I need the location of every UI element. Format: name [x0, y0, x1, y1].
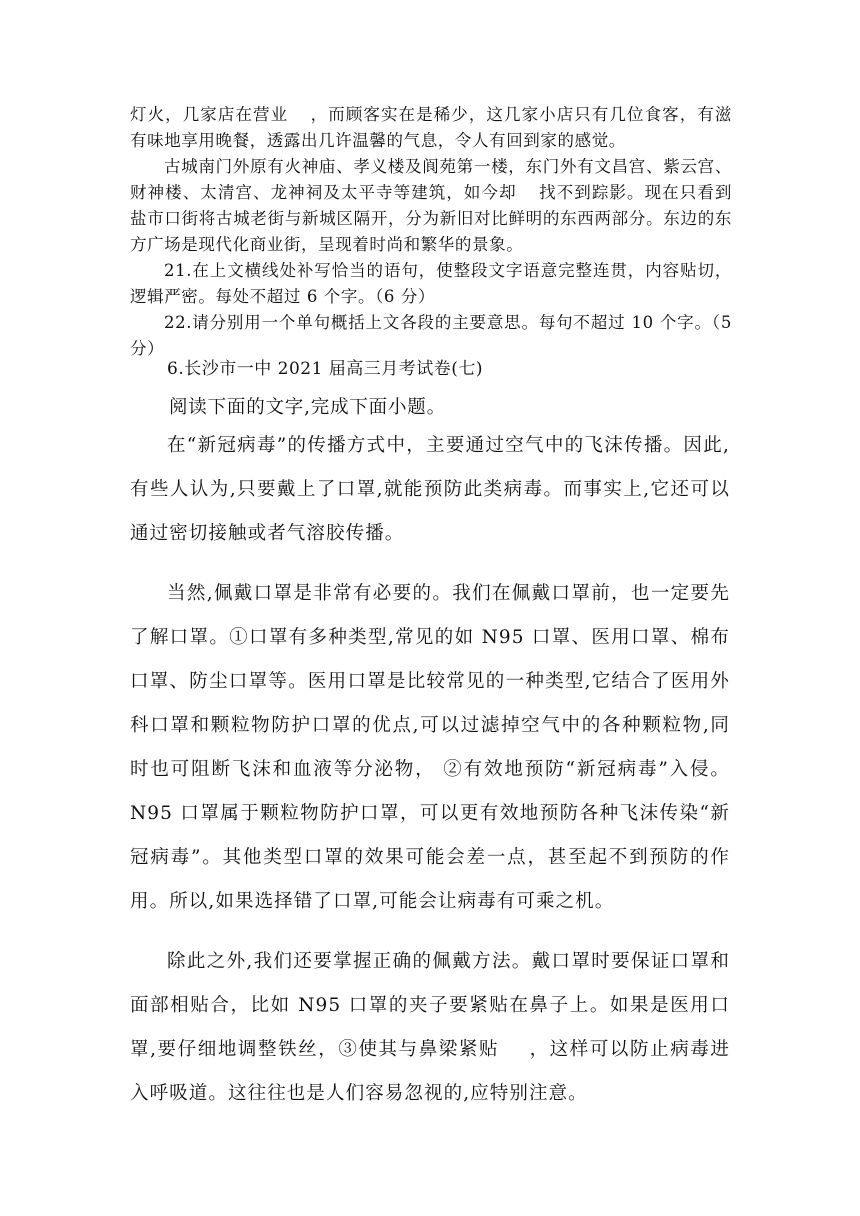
- paragraph-shop-lights: 灯火，几家店在营业 ，而顾客实在是稀少，这几家小店只有几位食客，有滋有味地享用晚餐，透露出几许温馨的气息，令人有回到家的感觉。: [130, 105, 732, 150]
- passage-paragraph-1: 在“新冠病毒”的传播方式中，主要通过空气中的飞沫传播。因此,有些人认为,只要戴上了口罩,就能预防此类病毒。而事实上,它还可以通过密切接触或者气溶胶传播。: [130, 435, 730, 544]
- passage-paragraph-2: 当然,佩戴口罩是非常有必要的。我们在佩戴口罩前，也一定要先了解口罩。①口罩有多种类型,常见的如 N95 口罩、医用口罩、棉布口罩、防尘口罩等。医用口罩是比较常见的一种类型,它结合了医用外科口罩和颗粒物防护口罩的优点,可以过滤掉空气中的各种颗粒物,同时也可阻断飞沫和血液等分泌物， ②有效地预防“新冠病毒”入侵。N95 口罩属于颗粒物防护口罩，可以更有效地预防各种飞沫传染“新冠病毒”。其他类型口罩的效果可能会差一点，甚至起不到预防的作用。所以,如果选择错了口罩,可能会让病毒有可乘之机。: [130, 583, 730, 912]
- paragraph-old-city: 古城南门外原有火神庙、孝义楼及阆苑第一楼，东门外有文昌宫、紫云宫、财神楼、太清宫、龙神祠及太平寺等建筑，如今却 找不到踪影。现在只看到盐市口街将古城老街与新城区隔开，分为新旧对比鲜明的东西两部分。东边的东方广场是现代化商业街，呈现着时尚和繁华的景象。: [130, 157, 733, 254]
- question-22: 22.请分别用一个单句概括上文各段的主要意思。每句不超过 10 个字。（5 分）: [130, 313, 732, 358]
- section-heading: 6.长沙市一中 2021 届高三月考试卷(七): [167, 359, 484, 379]
- reading-instruction: 阅读下面的文字,完成下面小题。: [169, 397, 446, 418]
- passage-paragraph-3: 除此之外,我们还要掌握正确的佩戴方法。戴口罩时要保证口罩和面部相贴合，比如 N95 口罩的夹子要紧贴在鼻子上。如果是医用口罩,要仔细地调整铁丝，③使其与鼻梁紧贴 ，这样可以防止病毒进入呼吸道。这往往也是人们容易忽视的,应特别注意。: [130, 951, 730, 1104]
- passage: [130, 424, 730, 1116]
- top-section: [130, 102, 732, 362]
- question-21: 21.在上文横线处补写恰当的语句，使整段文字语意完整连贯，内容贴切，逻辑严密。每处不超过 6 个字。（6 分）: [130, 261, 732, 306]
